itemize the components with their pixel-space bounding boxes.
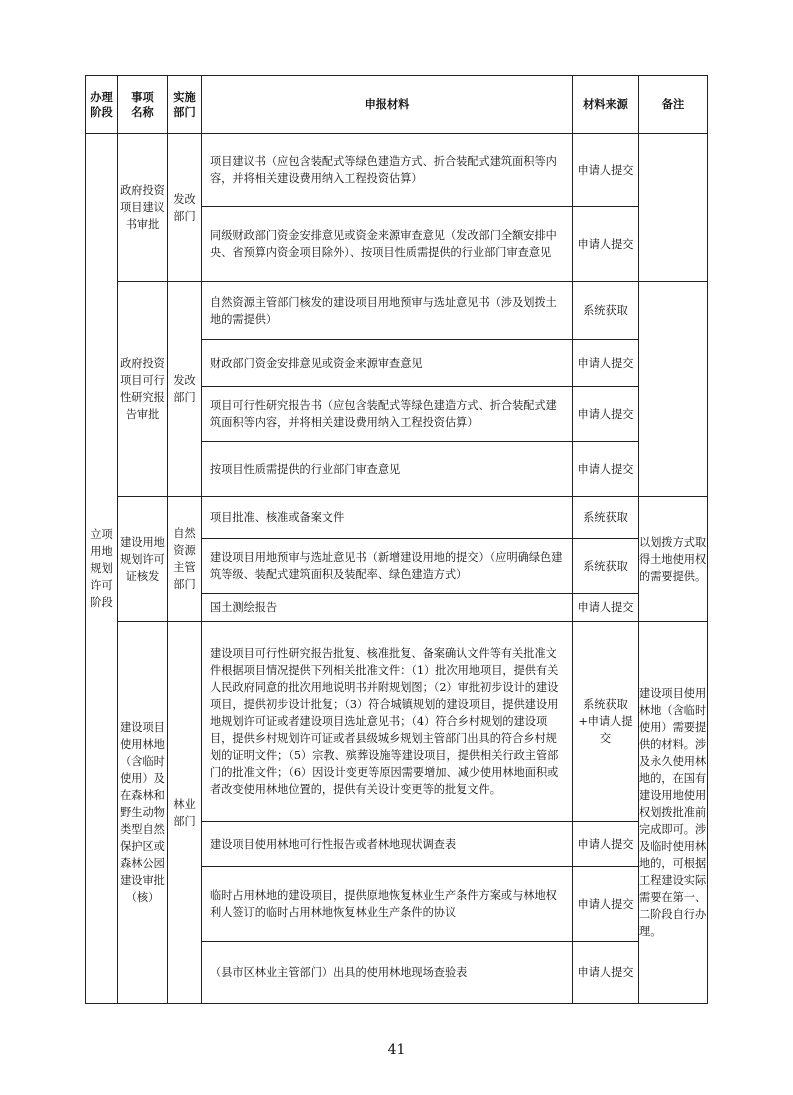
source-cell: 申请人提交 [573, 207, 639, 282]
header-dept: 实施部门 [168, 76, 202, 134]
material-cell: 自然资源主管部门核发的建设项目用地预审与选址意见书（涉及划拨土地的需提供） [202, 282, 573, 340]
source-cell: 申请人提交 [573, 340, 639, 387]
page-number: 41 [387, 1042, 406, 1058]
remark-cell: 建设项目使用林地（含临时使用）需要提供的材料。涉及永久使用林地的，在国有建设用地使用权划拨批准前完成即可。涉及临时使用林地的，可根据工程建设实际需要在第一、二阶段自行办理。 [639, 622, 708, 1004]
item-name-cell: 政府投资项目可行性研究报告审批 [118, 282, 168, 497]
material-cell: 建设项目使用林地可行性报告或者林地现状调查表 [202, 822, 573, 867]
source-cell: 系统获取 [573, 282, 639, 340]
materials-table [85, 75, 708, 1004]
source-cell: 申请人提交 [573, 134, 639, 207]
material-cell: 项目可行性研究报告书（应包含装配式等绿色建造方式、折合装配式建筑面积等内容，并将相关建设费用纳入工程投资估算） [202, 387, 573, 442]
source-cell: 申请人提交 [573, 387, 639, 442]
header-remark: 备注 [639, 76, 708, 134]
dept-cell: 自然资源主管部门 [168, 497, 202, 622]
dept-cell: 林业部门 [168, 622, 202, 1004]
header-item: 事项名称 [118, 76, 168, 134]
source-cell: 申请人提交 [573, 442, 639, 497]
header-row [86, 76, 708, 134]
remark-cell [639, 134, 708, 282]
item-name-cell: 建设项目使用林地（含临时使用）及在森林和野生动物类型自然保护区或森林公园建设审批（核） [118, 622, 168, 1004]
dept-cell: 发改部门 [168, 134, 202, 282]
source-cell: 申请人提交 [573, 822, 639, 867]
material-cell: （县市区林业主管部门）出具的使用林地现场查验表 [202, 942, 573, 1004]
material-cell: 同级财政部门资金安排意见或资金来源审查意见（发改部门全额安排中央、省预算内资金项目除外）、按项目性质需提供的行业部门审查意见 [202, 207, 573, 282]
source-cell: 申请人提交 [573, 942, 639, 1004]
table-row [86, 282, 708, 340]
header-source: 材料来源 [573, 76, 639, 134]
material-cell: 临时占用林地的建设项目，提供原地恢复林业生产条件方案或与林地权利人签订的临时占用林地恢复林业生产条件的协议 [202, 867, 573, 942]
header-stage: 办理阶段 [86, 76, 118, 134]
material-cell: 按项目性质需提供的行业部门审查意见 [202, 442, 573, 497]
source-cell: 申请人提交 [573, 594, 639, 622]
stage-cell: 立项用地规划许可阶段 [86, 134, 118, 1004]
material-cell: 项目批准、核准或备案文件 [202, 497, 573, 539]
material-cell: 国土测绘报告 [202, 594, 573, 622]
source-cell: 系统获取 [573, 497, 639, 539]
header-materials: 申报材料 [202, 76, 573, 134]
dept-cell: 发改部门 [168, 282, 202, 497]
material-cell: 建设项目可行性研究报告批复、核准批复、备案确认文件等有关批准文件根据项目情况提供下列相关批准文件：（1）批次用地项目，提供有关人民政府同意的批次用地说明书并附规划图；（2）审批初步设计的建设项目，提供初步设计批复；（3）符合城镇规划的建设项目，提供建设用地规划许可证或者建设项目选址意见书；（4）符合乡村规划的建设项目，提供乡村规划许可证或者县级城乡规划主管部门出具的符合乡村规划的证明文件；（5）宗教、殡葬设施等建设项目，提供相关行政主管部门的批准文件；（6）因设计变更等原因需要增加、减少使用林地面积或者改变使用林地位置的，提供有关设计变更等的批复文件。 [202, 622, 573, 822]
material-cell: 建设项目用地预审与选址意见书（新增建设用地的提交）（应明确绿色建筑等级、装配式建筑面积及装配率、绿色建造方式） [202, 539, 573, 594]
source-cell: 系统获取+申请人提交 [573, 622, 639, 822]
source-cell: 系统获取 [573, 539, 639, 594]
table-row [86, 622, 708, 822]
remark-cell: 以划拨方式取得土地使用权的需要提供。 [639, 497, 708, 622]
remark-cell [639, 282, 708, 497]
table-row [86, 497, 708, 539]
material-cell: 项目建议书（应包含装配式等绿色建造方式、折合装配式建筑面积等内容，并将相关建设费用纳入工程投资估算） [202, 134, 573, 207]
source-cell: 申请人提交 [573, 867, 639, 942]
material-cell: 财政部门资金安排意见或资金来源审查意见 [202, 340, 573, 387]
item-name-cell: 建设用地规划许可证核发 [118, 497, 168, 622]
item-name-cell: 政府投资项目建议书审批 [118, 134, 168, 282]
table-row [86, 134, 708, 207]
